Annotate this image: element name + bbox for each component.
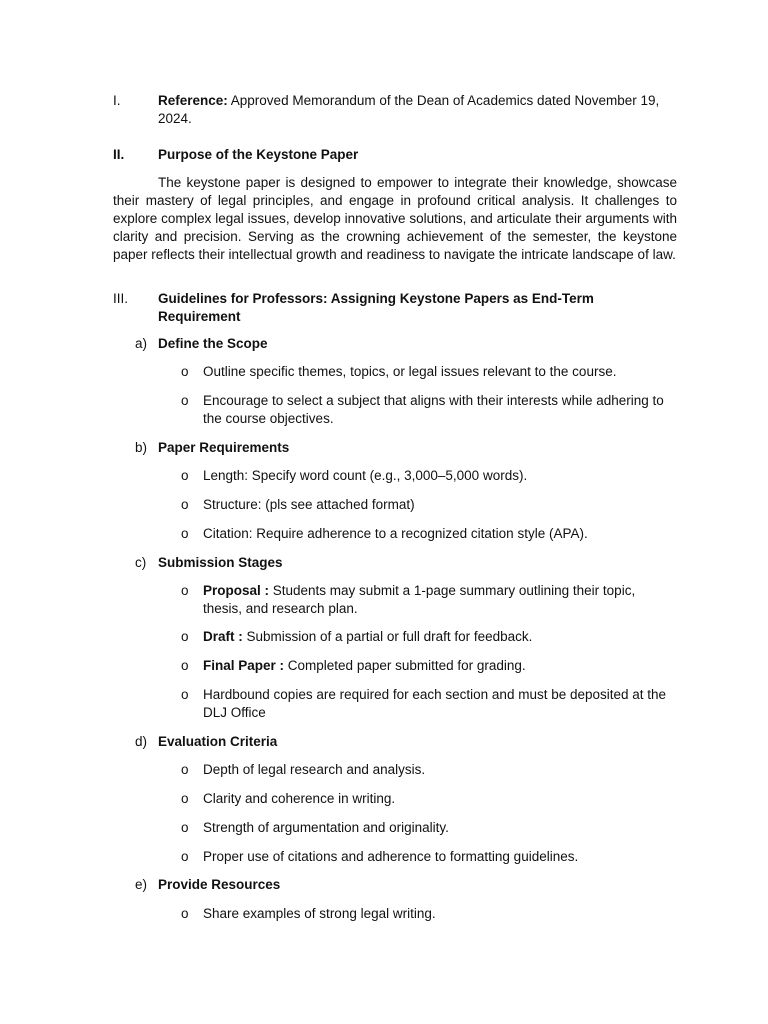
list-item: o Share examples of strong legal writing. — [181, 906, 436, 921]
bullet-marker: o — [181, 762, 189, 777]
list-item: o Encourage to select a subject that aligns with their interests while adhering to the course objectives. — [181, 393, 664, 426]
list-item: o Depth of legal research and analysis. — [181, 762, 426, 777]
list-item: o Draft : Submission of a partial or full draft for feedback. — [181, 629, 533, 644]
list-item: o Proposal : Students may submit a 1-page summary outlining their topic, thesis, and research plan. — [181, 583, 636, 616]
bullet-marker: o — [181, 791, 189, 806]
subsection-submission-stages — [135, 554, 677, 572]
section-number: I. — [113, 93, 121, 108]
subsection-label: b) — [135, 440, 148, 455]
section-title: Guidelines for Professors: Assigning Keystone Papers as End-Term Requirement — [158, 291, 594, 324]
list-item: o Outline specific themes, topics, or legal issues relevant to the course. — [181, 364, 617, 379]
subsection-label: a) — [135, 336, 148, 351]
list-item: o Final Paper : Completed paper submitted for grading. — [181, 658, 526, 673]
list-item: o Clarity and coherence in writing. — [181, 791, 396, 806]
list-item: o Length: Specify word count (e.g., 3,000–5,000 words). — [181, 468, 528, 483]
bullet-marker: o — [181, 468, 189, 483]
bullet-marker: o — [181, 393, 189, 408]
bullet-marker: o — [181, 629, 189, 644]
bullet-marker: o — [181, 658, 189, 673]
subsection-label: c) — [135, 555, 147, 570]
section-purpose-heading — [113, 146, 677, 164]
reference-body: Approved Memorandum of the Dean of Academics dated November 19, 2024. — [158, 93, 660, 126]
subsection-define-scope — [135, 335, 677, 353]
section-number: III. — [113, 291, 129, 306]
subsection-title: Submission Stages — [158, 555, 283, 570]
subsection-evaluation-criteria — [135, 733, 677, 751]
purpose-paragraph: The keystone paper is designed to empower to integrate their knowledge, showcase their mastery of legal principles, and engage in profound critical analysis. It challenges to explore complex legal issues, develop innovative solutions, and articulate their arguments with clarity and precision. Serving as the crowning achievement of the semester, the keystone paper reflects their intellectual growth and readiness to navigate the intricate landscape of law. — [113, 175, 677, 262]
bullet-marker: o — [181, 583, 189, 598]
section-title: Purpose of the Keystone Paper — [158, 147, 359, 162]
section-reference — [113, 92, 677, 128]
subsection-provide-resources — [135, 876, 677, 894]
reference-label: Reference: — [158, 93, 228, 108]
bullet-marker: o — [181, 497, 189, 512]
subsection-title: Provide Resources — [158, 877, 281, 892]
list-item: o Strength of argumentation and originality. — [181, 820, 449, 835]
list-item: o Proper use of citations and adherence to formatting guidelines. — [181, 849, 579, 864]
list-item: o Structure: (pls see attached format) — [181, 497, 415, 512]
bullet-marker: o — [181, 687, 189, 702]
bullet-marker: o — [181, 820, 189, 835]
subsection-label: e) — [135, 877, 148, 892]
bullet-marker: o — [181, 364, 189, 379]
section-guidelines-heading — [113, 290, 677, 326]
subsection-title: Evaluation Criteria — [158, 734, 278, 749]
bullet-marker: o — [181, 849, 189, 864]
reference-text — [158, 92, 677, 128]
list-item: o Hardbound copies are required for each section and must be deposited at the DLJ Office — [181, 687, 667, 720]
subsection-title: Define the Scope — [158, 336, 268, 351]
list-item: o Citation: Require adherence to a recognized citation style (APA). — [181, 526, 588, 541]
subsection-paper-requirements — [135, 439, 677, 457]
subsection-label: d) — [135, 734, 148, 749]
section-number: II. — [113, 147, 125, 162]
subsection-title: Paper Requirements — [158, 440, 290, 455]
bullet-marker: o — [181, 526, 189, 541]
bullet-marker: o — [181, 906, 189, 921]
